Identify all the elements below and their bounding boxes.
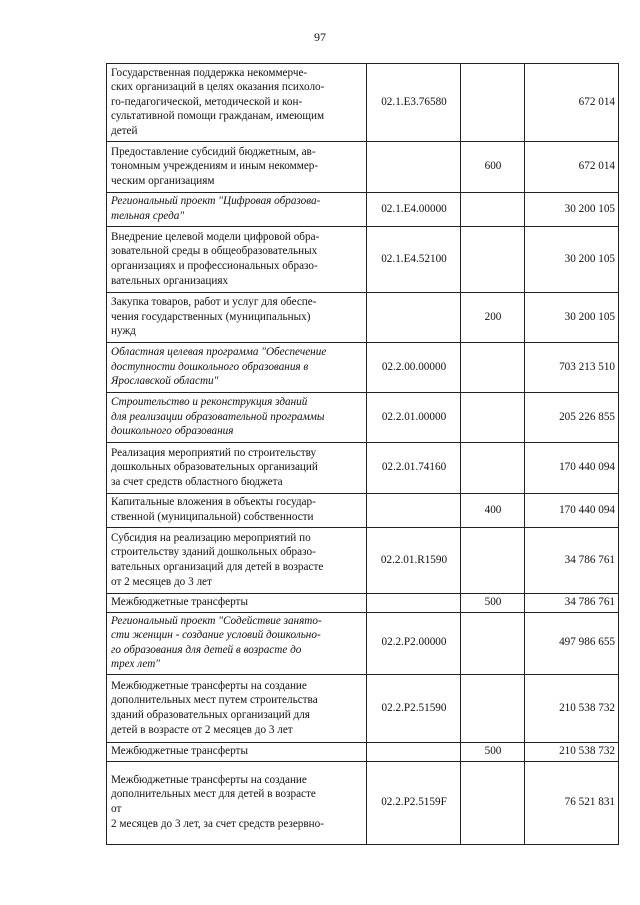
- row-sum-cell: 34 786 761: [525, 594, 619, 613]
- table-row: [107, 343, 619, 393]
- row-expense-type-cell: [461, 193, 525, 227]
- row-name-cell: Межбюджетные трансферты на создание дополнительных мест путем строительства зданий образовательных организаций для детей в возрасте от 2 месяцев до 3 лет: [107, 674, 367, 742]
- row-code-cell: 02.2.P2.00000: [367, 612, 461, 674]
- row-sum-cell: 497 986 655: [525, 612, 619, 674]
- row-sum-cell: 210 538 732: [525, 742, 619, 761]
- row-expense-type-cell: [461, 443, 525, 494]
- row-code-cell: 02.2.01.74160: [367, 443, 461, 494]
- row-name-cell: Региональный проект "Содействие занято- сти женщин - создание условий дошкольно- го образования для детей в возрасте до трех лет": [107, 612, 367, 674]
- row-expense-type-cell: [461, 612, 525, 674]
- table-row: [107, 443, 619, 494]
- table-row: [107, 393, 619, 443]
- row-sum-cell: 672 014: [525, 142, 619, 193]
- row-expense-type-cell: 600: [461, 142, 525, 193]
- row-code-cell: [367, 293, 461, 343]
- table-body: [107, 64, 619, 845]
- row-name-cell: Строительство и реконструкция зданий для реализации образовательной программы дошкольного образования: [107, 393, 367, 443]
- table-row: [107, 612, 619, 674]
- row-code-cell: 02.2.00.00000: [367, 343, 461, 393]
- table-row: [107, 528, 619, 594]
- row-name-cell: Предоставление субсидий бюджетным, ав- тономным учреждениям и иным некоммер- ческим организациям: [107, 142, 367, 193]
- row-code-cell: 02.2.01.00000: [367, 393, 461, 443]
- row-sum-cell: 170 440 094: [525, 494, 619, 528]
- row-expense-type-cell: [461, 674, 525, 742]
- row-name-cell: Межбюджетные трансферты: [107, 742, 367, 761]
- row-sum-cell: 170 440 094: [525, 443, 619, 494]
- table-row: [107, 227, 619, 293]
- row-expense-type-cell: [461, 64, 525, 142]
- row-sum-cell: 210 538 732: [525, 674, 619, 742]
- row-code-cell: 02.1.E4.52100: [367, 227, 461, 293]
- row-sum-cell: 30 200 105: [525, 193, 619, 227]
- row-name-cell: Региональный проект "Цифровая образова- тельная среда": [107, 193, 367, 227]
- table-row: [107, 193, 619, 227]
- row-expense-type-cell: [461, 227, 525, 293]
- table-row: [107, 64, 619, 142]
- row-expense-type-cell: [461, 528, 525, 594]
- row-name-cell: Внедрение целевой модели цифровой обра- зовательной среды в общеобразовательных организациях и профессиональных образо- вательных организациях: [107, 227, 367, 293]
- row-code-cell: [367, 742, 461, 761]
- row-expense-type-cell: [461, 393, 525, 443]
- row-code-cell: 02.1.E3.76580: [367, 64, 461, 142]
- table-row: [107, 142, 619, 193]
- row-sum-cell: 30 200 105: [525, 227, 619, 293]
- row-sum-cell: 205 226 855: [525, 393, 619, 443]
- row-sum-cell: 34 786 761: [525, 528, 619, 594]
- row-expense-type-cell: 200: [461, 293, 525, 343]
- row-code-cell: [367, 594, 461, 613]
- table-row: [107, 761, 619, 844]
- row-name-cell: Межбюджетные трансферты: [107, 594, 367, 613]
- row-name-cell: Закупка товаров, работ и услуг для обеспе- чения государственных (муниципальных) нужд: [107, 293, 367, 343]
- page-number: 97: [314, 30, 326, 44]
- table-row: [107, 494, 619, 528]
- row-name-cell: Государственная поддержка некоммерче- ских организаций в целях оказания психоло- го-педагогической, методической и кон- сультативной помощи гражданам, имеющим детей: [107, 64, 367, 142]
- row-name-cell: Реализация мероприятий по строительству дошкольных образовательных организаций за счет средств областного бюджета: [107, 443, 367, 494]
- table-row: [107, 594, 619, 613]
- row-code-cell: [367, 142, 461, 193]
- row-code-cell: 02.2.P2.5159F: [367, 761, 461, 844]
- row-code-cell: 02.2.01.R1590: [367, 528, 461, 594]
- row-sum-cell: 672 014: [525, 64, 619, 142]
- row-code-cell: 02.1.E4.00000: [367, 193, 461, 227]
- row-name-cell: Областная целевая программа "Обеспечение доступности дошкольного образования в Ярославской области": [107, 343, 367, 393]
- row-expense-type-cell: 500: [461, 594, 525, 613]
- budget-table: [106, 63, 619, 845]
- row-code-cell: [367, 494, 461, 528]
- table-row: [107, 674, 619, 742]
- row-name-cell: Капитальные вложения в объекты государ- ственной (муниципальной) собственности: [107, 494, 367, 528]
- table-row: [107, 293, 619, 343]
- row-sum-cell: 703 213 510: [525, 343, 619, 393]
- row-code-cell: 02.2.P2.51590: [367, 674, 461, 742]
- row-name-cell: Субсидия на реализацию мероприятий по строительству зданий дошкольных образо- вательных организаций для детей в возрасте от 2 месяцев до 3 лет: [107, 528, 367, 594]
- row-expense-type-cell: [461, 343, 525, 393]
- row-sum-cell: 30 200 105: [525, 293, 619, 343]
- row-expense-type-cell: [461, 761, 525, 844]
- row-expense-type-cell: 500: [461, 742, 525, 761]
- row-expense-type-cell: 400: [461, 494, 525, 528]
- table-row: [107, 742, 619, 761]
- row-name-cell: Межбюджетные трансферты на создание дополнительных мест для детей в возрасте от 2 месяцев до 3 лет, за счет средств резервно-: [107, 761, 367, 844]
- row-sum-cell: 76 521 831: [525, 761, 619, 844]
